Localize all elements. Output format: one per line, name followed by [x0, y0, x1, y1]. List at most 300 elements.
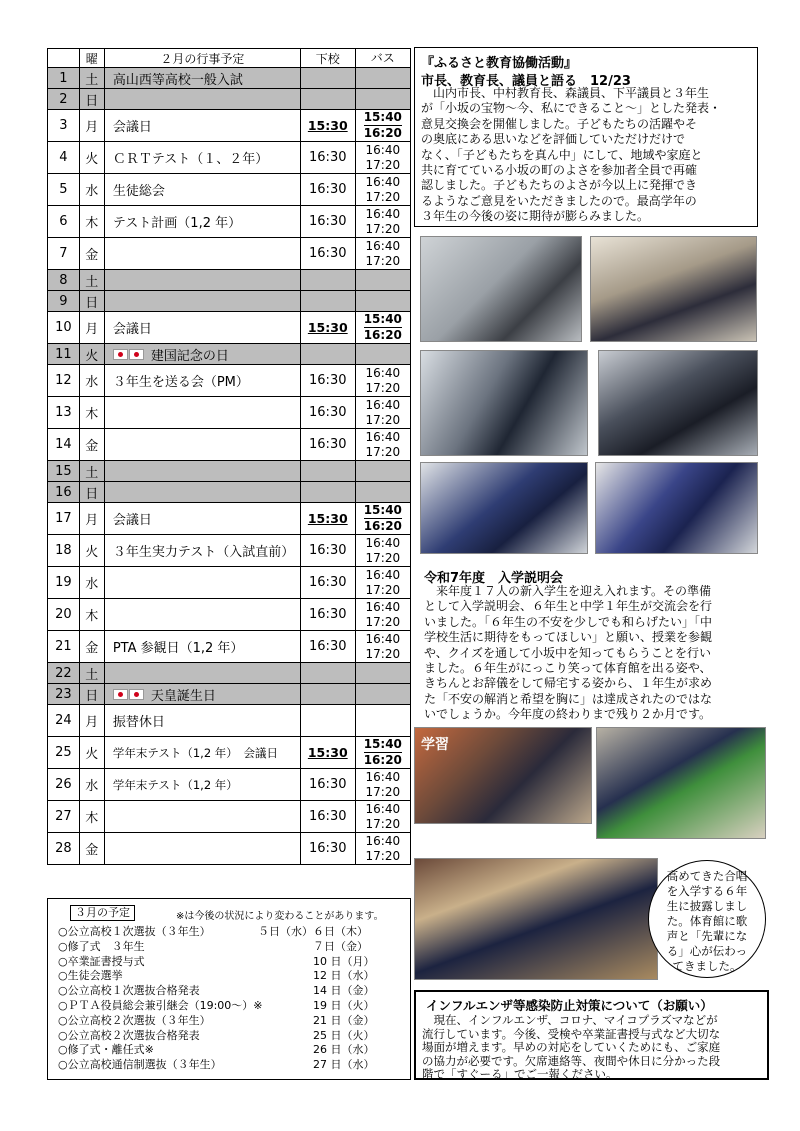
- schedule-row: [48, 344, 411, 365]
- header-weekday: 曜: [79, 49, 104, 68]
- day-number: 4: [48, 142, 80, 174]
- weekday-label: 月: [79, 705, 104, 737]
- dismiss-time: 16:30: [300, 174, 355, 206]
- bus-time-1: 16:40: [365, 238, 401, 253]
- schedule-row: [48, 684, 411, 705]
- article-line: きちんとお辞儀をして帰宅する姿から、１年生が求め: [424, 676, 713, 691]
- march-item-label: ○卒業証書授与式: [58, 954, 145, 968]
- dismiss-time: 16:30: [300, 142, 355, 174]
- article-line: 学校生活に期待をもってほしい」と願い、授業を参観: [424, 630, 713, 645]
- article-line: いました。「６年生の不安を少しでも和らげたい」「中: [424, 614, 713, 629]
- march-item-date: ７日（金）: [313, 939, 368, 953]
- dismiss-time: [300, 291, 355, 312]
- notice-line: 現在、インフルエンザ、コロナ、マイコプラズマなどが: [422, 1013, 718, 1027]
- march-item-label: ○修了式・離任式※: [58, 1043, 154, 1057]
- flag-icon: [113, 349, 145, 364]
- bus-time-2: 17:20: [365, 784, 401, 799]
- event-cell: [104, 631, 300, 663]
- march-item-date: 12 日（水）: [313, 969, 375, 983]
- bus-time-1: 16:40: [365, 631, 401, 646]
- article-line: 山内市長、中村教育長、森議員、下平議員と３年生: [421, 86, 710, 100]
- event-label: ３年生を送る会（PM）: [112, 375, 249, 390]
- weekday-label: 日: [79, 89, 104, 110]
- notice-title: インフルエンザ等感染防止対策について（お願い）: [426, 998, 713, 1013]
- bus-times: [355, 631, 410, 663]
- march-item-label: ○公立高校１次選抜合格発表: [58, 984, 200, 998]
- bus-time-2: 16:20: [363, 753, 402, 767]
- article-line: 共に育てている小坂の町のよさを参加者全員で再確: [421, 163, 698, 178]
- event-cell: [104, 397, 300, 429]
- day-number: 16: [48, 482, 80, 503]
- day-number: 3: [48, 110, 80, 142]
- bus-times: [355, 174, 410, 206]
- march-item-date: 21 日（金）: [313, 1013, 375, 1027]
- bus-time-1: 15:40: [363, 737, 402, 751]
- weekday-label: 金: [79, 238, 104, 270]
- dismiss-time: 16:30: [300, 397, 355, 429]
- weekday-label: 火: [79, 344, 104, 365]
- weekday-label: 金: [79, 631, 104, 663]
- schedule-row: [48, 503, 411, 535]
- schedule-row: [48, 142, 411, 174]
- bus-time-2: 17:20: [365, 157, 401, 172]
- bus-time-2: 17:20: [365, 646, 401, 661]
- bus-times: [355, 567, 410, 599]
- schedule-row: [48, 737, 411, 769]
- march-item-label: ○公立高校２次選抜（３年生）: [58, 1013, 211, 1027]
- bus-time-1: 16:40: [365, 142, 401, 157]
- bus-time-2: 17:20: [365, 189, 401, 204]
- event-cell: [104, 503, 300, 535]
- march-item-date: ５日（水）６日（木）: [258, 925, 368, 938]
- photo-classroom-quiz: [414, 727, 592, 824]
- caption-bubble: [648, 860, 766, 978]
- bubble-line: る」心が伝わっ: [666, 944, 748, 958]
- dismiss-time: 16:30: [300, 567, 355, 599]
- schedule-row: [48, 567, 411, 599]
- bus-time-2: 16:20: [363, 126, 402, 140]
- schedule-row: [48, 68, 411, 89]
- weekday-label: 土: [79, 461, 104, 482]
- weekday-label: 土: [79, 663, 104, 684]
- bus-time-2: 17:20: [365, 816, 401, 831]
- event-label: 振替休日: [112, 715, 165, 730]
- march-note: ※は今後の状況により変わることがあります。: [176, 911, 384, 922]
- event-cell: [104, 737, 300, 769]
- notice-line: 流行しています。今後、受検や卒業証書授与式など大切な: [422, 1026, 721, 1041]
- bus-times: [355, 503, 410, 535]
- bus-times: [355, 429, 410, 461]
- bus-times: [355, 110, 410, 142]
- notice-line: の協力が必要です。欠席連絡等、夜間や休日に分かった段: [422, 1053, 721, 1068]
- influenza-notice-box: [414, 990, 769, 1080]
- dismiss-time: 16:30: [300, 206, 355, 238]
- dismiss-time: [300, 663, 355, 684]
- header-dismiss: 下校: [300, 49, 355, 68]
- bus-time-2: 17:20: [365, 380, 401, 395]
- march-item-date: 25 日（火）: [313, 1028, 375, 1042]
- event-cell: [104, 567, 300, 599]
- event-cell: [104, 705, 300, 737]
- event-label: 高山西等高校一般入試: [112, 72, 243, 88]
- march-schedule-box: [47, 898, 411, 1080]
- schedule-row: [48, 89, 411, 110]
- event-cell: [104, 684, 300, 705]
- bus-time-2: 16:20: [363, 519, 402, 533]
- event-label: 会議日: [112, 120, 152, 135]
- march-item-label: ○公立高校２次選抜合格発表: [58, 1028, 200, 1042]
- event-label: テスト計画（1,2 年）: [112, 216, 242, 231]
- header-event: ２月の行事予定: [104, 49, 300, 68]
- weekday-label: 木: [79, 397, 104, 429]
- bubble-line: 高めてきた合唱: [666, 869, 748, 883]
- schedule-row: [48, 801, 411, 833]
- bus-time-1: 16:40: [365, 599, 401, 614]
- bus-time-1: 15:40: [363, 312, 402, 326]
- bus-times: [355, 142, 410, 174]
- event-cell: [104, 461, 300, 482]
- bus-times: [355, 769, 410, 801]
- article-line: いでしょうか。今年度の終わりまで残り２か月です。: [424, 707, 712, 722]
- march-item-date: 27 日（水）: [313, 1058, 375, 1072]
- day-number: 8: [48, 270, 80, 291]
- bus-time-1: 16:40: [365, 535, 401, 550]
- march-item-date: 10 日（月）: [313, 954, 375, 968]
- bus-times: [355, 291, 410, 312]
- schedule-row: [48, 599, 411, 631]
- photo-students-group: [596, 727, 766, 839]
- weekday-label: 火: [79, 737, 104, 769]
- header-day: [48, 49, 80, 68]
- bus-times: [355, 599, 410, 631]
- event-cell: [104, 769, 300, 801]
- article-line: るようなご意見をいただきましたので。最高学年の: [421, 193, 697, 208]
- day-number: 10: [48, 312, 80, 344]
- schedule-header-row: [48, 49, 411, 68]
- article-orientation-title: 令和7年度 入学説明会: [424, 571, 564, 586]
- day-number: 2: [48, 89, 80, 110]
- bus-time-1: 15:40: [363, 110, 402, 124]
- dismiss-time: 15:30: [300, 312, 355, 344]
- dismiss-time: 16:30: [300, 769, 355, 801]
- event-cell: [104, 174, 300, 206]
- event-cell: [104, 270, 300, 291]
- day-number: 25: [48, 737, 80, 769]
- dismiss-time: 16:30: [300, 238, 355, 270]
- article-line: ました。６年生がにっこり笑って体育館を出る姿や、: [424, 661, 712, 676]
- event-cell: [104, 344, 300, 365]
- day-number: 27: [48, 801, 80, 833]
- bus-time-1: 15:40: [363, 503, 402, 517]
- bus-times: [355, 89, 410, 110]
- schedule-row: [48, 174, 411, 206]
- event-cell: [104, 291, 300, 312]
- bus-times: [355, 482, 410, 503]
- event-cell: [104, 482, 300, 503]
- bubble-line: 声と「先輩にな: [666, 929, 748, 943]
- day-number: 26: [48, 769, 80, 801]
- weekday-label: 水: [79, 769, 104, 801]
- bus-times: [355, 737, 410, 769]
- schedule-row: [48, 365, 411, 397]
- weekday-label: 月: [79, 110, 104, 142]
- bus-time-1: 16:40: [365, 206, 401, 221]
- weekday-label: 日: [79, 291, 104, 312]
- schedule-row: [48, 631, 411, 663]
- weekday-label: 土: [79, 270, 104, 291]
- day-number: 9: [48, 291, 80, 312]
- march-item-date: 14 日（金）: [313, 984, 375, 998]
- photo-students-seated: [420, 462, 588, 554]
- day-number: 5: [48, 174, 80, 206]
- event-label: 学年末テスト（1,2 年） 会議日: [112, 745, 279, 760]
- photo-choir-performance: [414, 858, 658, 980]
- schedule-row: [48, 291, 411, 312]
- march-title: ３月の予定: [70, 905, 135, 921]
- bus-time-2: 17:20: [365, 550, 401, 565]
- day-number: 20: [48, 599, 80, 631]
- event-label: ＣＲＴテスト（１、２年）: [112, 152, 269, 167]
- photo-sign-text: 学習: [421, 737, 449, 753]
- march-item-label: ○修了式 ３年生: [58, 939, 145, 953]
- bus-time-2: 17:20: [365, 444, 401, 459]
- article-line: や、クイズを通して小坂中を知ってもらうことを行い: [424, 645, 712, 660]
- flag-icon: [113, 689, 145, 704]
- header-bus: バス: [355, 49, 410, 68]
- schedule-row: [48, 429, 411, 461]
- weekday-label: 金: [79, 833, 104, 865]
- event-label: 生徒総会: [112, 184, 165, 199]
- weekday-label: 日: [79, 684, 104, 705]
- event-cell: [104, 312, 300, 344]
- bus-time-1: 16:40: [365, 833, 401, 848]
- bus-times: [355, 684, 410, 705]
- dismiss-time: [300, 482, 355, 503]
- bus-time-2: 16:20: [363, 328, 402, 342]
- day-number: 18: [48, 535, 80, 567]
- article-line: 認しました。子どもたちのよさが今以上に発揮でき: [421, 178, 698, 193]
- day-number: 23: [48, 684, 80, 705]
- event-cell: [104, 833, 300, 865]
- day-number: 22: [48, 663, 80, 684]
- dismiss-time: 16:30: [300, 801, 355, 833]
- event-label: 会議日: [112, 322, 152, 337]
- day-number: 14: [48, 429, 80, 461]
- event-cell: [104, 142, 300, 174]
- bus-times: [355, 663, 410, 684]
- bus-time-1: 16:40: [365, 174, 401, 189]
- event-cell: [104, 429, 300, 461]
- event-cell: [104, 89, 300, 110]
- schedule-row: [48, 535, 411, 567]
- schedule-row: [48, 110, 411, 142]
- photo-exchange-meeting: [420, 350, 588, 456]
- day-number: 24: [48, 705, 80, 737]
- dismiss-time: 16:30: [300, 535, 355, 567]
- event-cell: [104, 110, 300, 142]
- event-label: 学年末テスト（1,2 年）: [112, 777, 238, 792]
- march-item-label: ○ＰＴＡ役員総会兼引継会（19:00～）※: [58, 999, 263, 1012]
- day-number: 21: [48, 631, 80, 663]
- event-label: 建国記念の日: [150, 348, 229, 364]
- event-cell: [104, 365, 300, 397]
- weekday-label: 土: [79, 68, 104, 89]
- article-line: 意見交換会を開催しました。子どもたちの活躍やそ: [421, 116, 698, 131]
- bus-times: [355, 461, 410, 482]
- dismiss-time: [300, 270, 355, 291]
- schedule-row: [48, 482, 411, 503]
- bus-time-2: 17:20: [365, 221, 401, 236]
- bus-times: [355, 68, 410, 89]
- event-cell: [104, 801, 300, 833]
- weekday-label: 火: [79, 142, 104, 174]
- bus-time-1: 16:40: [365, 429, 401, 444]
- bus-time-1: 16:40: [365, 801, 401, 816]
- schedule-row: [48, 833, 411, 865]
- bus-time-2: 17:20: [365, 848, 401, 863]
- bus-times: [355, 344, 410, 365]
- bus-times: [355, 535, 410, 567]
- event-cell: [104, 599, 300, 631]
- bus-times: [355, 833, 410, 865]
- schedule-table: [47, 48, 411, 865]
- schedule-row: [48, 663, 411, 684]
- dismiss-time: 16:30: [300, 833, 355, 865]
- article-line: た「不安の解消と希望を胸に」は達成されたのではな: [424, 691, 713, 706]
- bus-times: [355, 312, 410, 344]
- article-line: 来年度１７人の新入学生を迎え入れます。その準備: [424, 584, 712, 598]
- dismiss-time: [300, 684, 355, 705]
- dismiss-time: 15:30: [300, 737, 355, 769]
- bubble-line: てきました。: [672, 959, 742, 973]
- bus-time-2: 17:20: [365, 614, 401, 629]
- bus-time-1: 16:40: [365, 769, 401, 784]
- schedule-row: [48, 705, 411, 737]
- march-item-label: ○公立高校１次選抜（３年生）: [58, 925, 211, 938]
- bus-times: [355, 397, 410, 429]
- march-item-label: ○公立高校通信制選抜（３年生）: [58, 1058, 222, 1072]
- dismiss-time: [300, 68, 355, 89]
- event-label: 天皇誕生日: [150, 688, 216, 704]
- photo-panel-seated: [598, 350, 758, 456]
- dismiss-time: 16:30: [300, 599, 355, 631]
- day-number: 15: [48, 461, 80, 482]
- event-cell: [104, 238, 300, 270]
- bubble-line: た。体育館に歌: [666, 914, 748, 928]
- schedule-row: [48, 461, 411, 482]
- weekday-label: 月: [79, 503, 104, 535]
- event-cell: [104, 535, 300, 567]
- weekday-label: 日: [79, 482, 104, 503]
- march-item-label: ○生徒会選挙: [58, 969, 123, 983]
- weekday-label: 木: [79, 206, 104, 238]
- article-furusato-body: [421, 86, 755, 225]
- schedule-row: [48, 206, 411, 238]
- bus-times: [355, 238, 410, 270]
- article-furusato-box: [414, 47, 758, 227]
- day-number: 11: [48, 344, 80, 365]
- event-cell: [104, 68, 300, 89]
- bus-time-1: 16:40: [365, 365, 401, 380]
- weekday-label: 水: [79, 567, 104, 599]
- bus-time-2: 17:20: [365, 582, 401, 597]
- day-number: 19: [48, 567, 80, 599]
- bubble-line: を入学する６年: [666, 884, 748, 898]
- dismiss-time: [300, 461, 355, 482]
- weekday-label: 金: [79, 429, 104, 461]
- day-number: 13: [48, 397, 80, 429]
- article-line: ３年生の今後の姿に期待が膨らみました。: [421, 209, 650, 224]
- photo-students-discussion: [590, 236, 757, 342]
- bus-time-1: 16:40: [365, 567, 401, 582]
- bubble-line: 生に披露しまし: [666, 899, 748, 913]
- event-label: 会議日: [112, 513, 152, 528]
- notice-body: [422, 1014, 767, 1082]
- event-label: PTA 参観日（1,2 年）: [112, 641, 244, 656]
- dismiss-time: 15:30: [300, 110, 355, 142]
- dismiss-time: 16:30: [300, 365, 355, 397]
- article-orientation-body: [424, 584, 764, 723]
- weekday-label: 水: [79, 174, 104, 206]
- day-number: 1: [48, 68, 80, 89]
- schedule-row: [48, 270, 411, 291]
- dismiss-time: [300, 344, 355, 365]
- article-line: の奥底にある思いなどを評価していただけだけで: [421, 132, 686, 147]
- event-cell: [104, 206, 300, 238]
- bus-times: [355, 206, 410, 238]
- day-number: 12: [48, 365, 80, 397]
- dismiss-time: [300, 705, 355, 737]
- march-item-date: 26 日（水）: [313, 1043, 375, 1057]
- article-line: として入学説明会、６年生と中学１年生が交流会を行: [424, 599, 713, 614]
- schedule-row: [48, 769, 411, 801]
- schedule-row: [48, 312, 411, 344]
- photo-mayor-speaking: [420, 236, 582, 342]
- photo-group-photo: [595, 462, 758, 554]
- article-furusato-title: 『ふるさと教育協働活動』: [421, 56, 578, 71]
- schedule-row: [48, 238, 411, 270]
- event-cell: [104, 663, 300, 684]
- march-item-date: 19 日（火）: [313, 999, 375, 1012]
- bus-time-2: 17:20: [365, 412, 401, 427]
- article-furusato-subtitle: 市長、教育長、議員と語る 12/23: [421, 74, 631, 89]
- dismiss-time: 16:30: [300, 631, 355, 663]
- bus-times: [355, 270, 410, 291]
- weekday-label: 木: [79, 801, 104, 833]
- day-number: 7: [48, 238, 80, 270]
- article-line: なく、「子どもたちを真ん中」にして、地域や家庭と: [421, 147, 703, 162]
- dismiss-time: 15:30: [300, 503, 355, 535]
- weekday-label: 水: [79, 365, 104, 397]
- bus-time-1: 16:40: [365, 397, 401, 412]
- weekday-label: 月: [79, 312, 104, 344]
- bus-times: [355, 365, 410, 397]
- day-number: 17: [48, 503, 80, 535]
- weekday-label: 木: [79, 599, 104, 631]
- dismiss-time: [300, 89, 355, 110]
- event-label: ３年生実力テスト（入試直前）: [112, 545, 295, 560]
- bus-times: [355, 801, 410, 833]
- day-number: 6: [48, 206, 80, 238]
- weekday-label: 火: [79, 535, 104, 567]
- schedule-row: [48, 397, 411, 429]
- article-line: が「小坂の宝物～今、私にできること～」とした発表・: [421, 101, 722, 116]
- bus-times: [355, 705, 410, 737]
- bus-time-2: 17:20: [365, 253, 401, 268]
- notice-line: 階で「すぐーる」でご一報ください。: [422, 1067, 618, 1082]
- dismiss-time: 16:30: [300, 429, 355, 461]
- notice-line: 場面が増えます。早めの対応をしていくためにも、ご家庭: [422, 1040, 721, 1055]
